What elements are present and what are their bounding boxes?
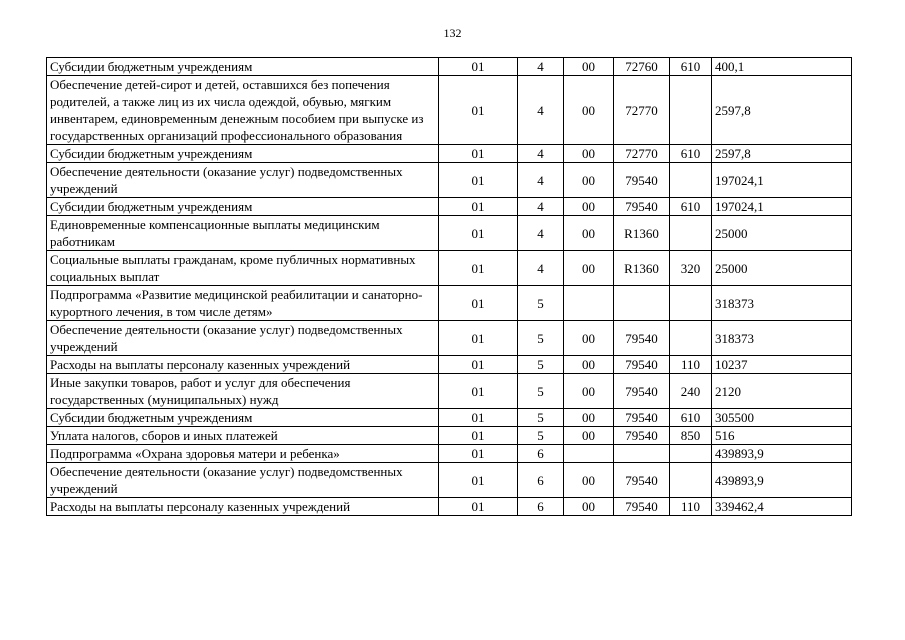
amount-cell: 318373 — [712, 286, 852, 321]
code-2-cell: 6 — [518, 498, 564, 516]
expense-type-cell — [670, 76, 712, 145]
table-row — [47, 145, 852, 163]
code-3-cell: 00 — [564, 356, 614, 374]
code-3-cell: 00 — [564, 216, 614, 251]
table-row — [47, 286, 852, 321]
expense-type-cell: 610 — [670, 145, 712, 163]
amount-cell: 339462,4 — [712, 498, 852, 516]
expense-type-cell — [670, 286, 712, 321]
code-3-cell: 00 — [564, 76, 614, 145]
target-code-cell — [614, 286, 670, 321]
expense-type-cell: 110 — [670, 498, 712, 516]
description-cell: Единовременные компенсационные выплаты медицинским работникам — [47, 216, 439, 251]
description-cell: Обеспечение деятельности (оказание услуг) подведомственных учреждений — [47, 321, 439, 356]
target-code-cell: 79540 — [614, 163, 670, 198]
amount-cell: 197024,1 — [712, 163, 852, 198]
table-row — [47, 76, 852, 145]
target-code-cell: 72770 — [614, 145, 670, 163]
target-code-cell: 79540 — [614, 198, 670, 216]
table-row — [47, 198, 852, 216]
code-2-cell: 4 — [518, 145, 564, 163]
code-2-cell: 4 — [518, 163, 564, 198]
description-cell: Расходы на выплаты персоналу казенных учреждений — [47, 498, 439, 516]
target-code-cell: 79540 — [614, 356, 670, 374]
code-1-cell: 01 — [439, 198, 518, 216]
expense-type-cell: 320 — [670, 251, 712, 286]
code-2-cell: 5 — [518, 409, 564, 427]
code-2-cell: 5 — [518, 356, 564, 374]
table-row — [47, 374, 852, 409]
expense-type-cell — [670, 445, 712, 463]
target-code-cell: 79540 — [614, 498, 670, 516]
code-3-cell: 00 — [564, 58, 614, 76]
code-1-cell: 01 — [439, 321, 518, 356]
expense-type-cell: 110 — [670, 356, 712, 374]
code-2-cell: 5 — [518, 286, 564, 321]
code-2-cell: 4 — [518, 58, 564, 76]
code-3-cell: 00 — [564, 321, 614, 356]
table-row — [47, 463, 852, 498]
code-3-cell: 00 — [564, 145, 614, 163]
code-2-cell: 5 — [518, 321, 564, 356]
expense-type-cell: 240 — [670, 374, 712, 409]
target-code-cell: 79540 — [614, 427, 670, 445]
amount-cell: 2120 — [712, 374, 852, 409]
code-2-cell: 5 — [518, 427, 564, 445]
code-3-cell: 00 — [564, 498, 614, 516]
code-1-cell: 01 — [439, 409, 518, 427]
description-cell: Обеспечение деятельности (оказание услуг) подведомственных учреждений — [47, 463, 439, 498]
budget-table — [46, 57, 852, 516]
expense-type-cell: 610 — [670, 198, 712, 216]
expense-type-cell — [670, 463, 712, 498]
code-1-cell: 01 — [439, 463, 518, 498]
code-2-cell: 6 — [518, 445, 564, 463]
table-body — [47, 58, 852, 516]
code-3-cell — [564, 286, 614, 321]
code-2-cell: 5 — [518, 374, 564, 409]
amount-cell: 25000 — [712, 216, 852, 251]
expense-type-cell — [670, 216, 712, 251]
code-1-cell: 01 — [439, 58, 518, 76]
target-code-cell: 79540 — [614, 321, 670, 356]
code-2-cell: 6 — [518, 463, 564, 498]
amount-cell: 2597,8 — [712, 145, 852, 163]
target-code-cell: R1360 — [614, 216, 670, 251]
code-1-cell: 01 — [439, 286, 518, 321]
amount-cell: 516 — [712, 427, 852, 445]
expense-type-cell: 610 — [670, 409, 712, 427]
code-1-cell: 01 — [439, 356, 518, 374]
amount-cell: 318373 — [712, 321, 852, 356]
target-code-cell: 79540 — [614, 409, 670, 427]
code-3-cell: 00 — [564, 251, 614, 286]
description-cell: Субсидии бюджетным учреждениям — [47, 145, 439, 163]
description-cell: Социальные выплаты гражданам, кроме публичных нормативных социальных выплат — [47, 251, 439, 286]
code-1-cell: 01 — [439, 251, 518, 286]
target-code-cell: 72760 — [614, 58, 670, 76]
description-cell: Иные закупки товаров, работ и услуг для обеспечения государственных (муниципальных) нужд — [47, 374, 439, 409]
description-cell: Обеспечение деятельности (оказание услуг) подведомственных учреждений — [47, 163, 439, 198]
table-row — [47, 216, 852, 251]
expense-type-cell: 610 — [670, 58, 712, 76]
description-cell: Подпрограмма «Развитие медицинской реабилитации и санаторно-курортного лечения, в том числе детям» — [47, 286, 439, 321]
amount-cell: 10237 — [712, 356, 852, 374]
description-cell: Субсидии бюджетным учреждениям — [47, 198, 439, 216]
code-3-cell — [564, 445, 614, 463]
amount-cell: 197024,1 — [712, 198, 852, 216]
code-1-cell: 01 — [439, 145, 518, 163]
expense-type-cell — [670, 321, 712, 356]
table-row — [47, 163, 852, 198]
code-1-cell: 01 — [439, 163, 518, 198]
code-3-cell: 00 — [564, 198, 614, 216]
table-row — [47, 356, 852, 374]
code-3-cell: 00 — [564, 374, 614, 409]
table-row — [47, 409, 852, 427]
code-3-cell: 00 — [564, 463, 614, 498]
amount-cell: 305500 — [712, 409, 852, 427]
code-1-cell: 01 — [439, 427, 518, 445]
description-cell: Подпрограмма «Охрана здоровья матери и ребенка» — [47, 445, 439, 463]
table-row — [47, 445, 852, 463]
expense-type-cell — [670, 163, 712, 198]
table-row — [47, 498, 852, 516]
table-row — [47, 427, 852, 445]
table-row — [47, 251, 852, 286]
code-3-cell: 00 — [564, 409, 614, 427]
description-cell: Уплата налогов, сборов и иных платежей — [47, 427, 439, 445]
description-cell: Субсидии бюджетным учреждениям — [47, 409, 439, 427]
code-1-cell: 01 — [439, 498, 518, 516]
target-code-cell — [614, 445, 670, 463]
description-cell: Расходы на выплаты персоналу казенных учреждений — [47, 356, 439, 374]
code-3-cell: 00 — [564, 163, 614, 198]
description-cell: Обеспечение детей-сирот и детей, оставшихся без попечения родителей, а также лиц из их числа одеждой, обувью, мягким инвентарем, единовременным денежным пособием при выпуске из государственных организаций профессионального образования — [47, 76, 439, 145]
code-2-cell: 4 — [518, 76, 564, 145]
target-code-cell: 79540 — [614, 374, 670, 409]
code-2-cell: 4 — [518, 198, 564, 216]
target-code-cell: R1360 — [614, 251, 670, 286]
amount-cell: 439893,9 — [712, 445, 852, 463]
amount-cell: 25000 — [712, 251, 852, 286]
page-number: 132 — [443, 26, 462, 40]
description-cell: Субсидии бюджетным учреждениям — [47, 58, 439, 76]
table-row — [47, 58, 852, 76]
code-1-cell: 01 — [439, 216, 518, 251]
amount-cell: 400,1 — [712, 58, 852, 76]
target-code-cell: 79540 — [614, 463, 670, 498]
code-2-cell: 4 — [518, 251, 564, 286]
code-3-cell: 00 — [564, 427, 614, 445]
expense-type-cell: 850 — [670, 427, 712, 445]
code-1-cell: 01 — [439, 76, 518, 145]
table-row — [47, 321, 852, 356]
code-2-cell: 4 — [518, 216, 564, 251]
code-1-cell: 01 — [439, 445, 518, 463]
target-code-cell: 72770 — [614, 76, 670, 145]
amount-cell: 2597,8 — [712, 76, 852, 145]
code-1-cell: 01 — [439, 374, 518, 409]
amount-cell: 439893,9 — [712, 463, 852, 498]
